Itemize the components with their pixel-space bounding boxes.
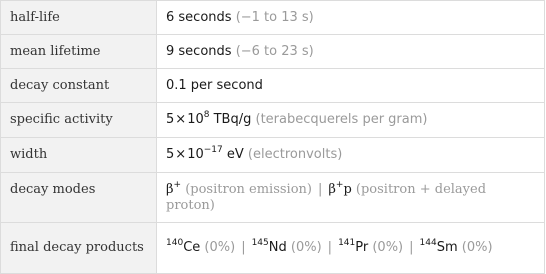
products-separator-3: |	[409, 240, 414, 255]
specific-activity-label: specific activity	[1, 103, 157, 138]
products-separator-2: |	[327, 240, 333, 255]
specific-activity-mantissa: 5	[166, 112, 175, 127]
product-nd	[252, 240, 322, 255]
row-mean-lifetime	[1, 35, 545, 69]
width-times: ×	[175, 147, 187, 162]
decay-modes-value-cell	[157, 173, 545, 223]
decay-mode-2-charge: +	[335, 180, 344, 190]
specific-activity-unit: TBq/g	[213, 112, 252, 127]
product-sm-fraction: (0%)	[461, 240, 493, 255]
product-nd-symbol: Nd	[268, 240, 287, 255]
decay-mode-1-charge: +	[173, 180, 182, 190]
width-exponent: −17	[203, 145, 223, 155]
width-unit: eV	[226, 147, 244, 162]
final-decay-products-value-cell	[157, 223, 545, 274]
final-decay-products-label: final decay products	[1, 223, 157, 274]
decay-mode-1-desc: (positron emission)	[185, 182, 312, 197]
width-label: width	[1, 138, 157, 173]
product-nd-fraction: (0%)	[290, 240, 322, 255]
product-ce	[166, 240, 235, 255]
product-nd-mass: 145	[251, 238, 269, 248]
row-width	[1, 138, 545, 173]
specific-activity-base: 10	[187, 112, 204, 127]
specific-activity-value-cell	[157, 103, 545, 138]
decay-modes-separator: |	[317, 182, 323, 197]
width-value-cell	[157, 138, 545, 173]
specific-activity-exponent: 8	[203, 110, 210, 120]
product-pr-mass: 141	[338, 238, 356, 248]
decay-constant-value: 0.1 per second	[157, 69, 545, 103]
row-decay-constant	[1, 69, 545, 103]
decay-constant-label: decay constant	[1, 69, 157, 103]
product-sm	[420, 240, 493, 255]
product-pr-fraction: (0%)	[372, 240, 404, 255]
row-decay-modes	[1, 173, 545, 223]
width-base: 10	[187, 147, 204, 162]
half-life-range: (−1 to 13 s)	[235, 9, 314, 25]
mean-lifetime-label: mean lifetime	[1, 35, 157, 69]
product-ce-mass: 140	[166, 238, 184, 248]
product-pr-symbol: Pr	[355, 240, 369, 255]
row-half-life	[1, 1, 545, 35]
row-final-decay-products	[1, 223, 545, 274]
mean-lifetime-range: (−6 to 23 s)	[235, 43, 314, 59]
width-unit-name: (electronvolts)	[247, 147, 343, 162]
product-ce-fraction: (0%)	[204, 240, 236, 255]
product-sm-symbol: Sm	[436, 240, 458, 255]
specific-activity-times: ×	[175, 112, 187, 127]
mean-lifetime-value: 9 seconds	[166, 43, 232, 59]
decay-mode-1-symbol: β	[166, 182, 174, 197]
product-ce-symbol: Ce	[183, 240, 201, 255]
decay-mode-2-symbol: β	[328, 182, 336, 197]
half-life-value-cell	[157, 1, 545, 35]
specific-activity-unit-name: (terabecquerels per gram)	[255, 112, 428, 127]
decay-mode-2-desc: (positron + delayed proton)	[166, 182, 487, 213]
width-mantissa: 5	[166, 147, 175, 162]
half-life-value: 6 seconds	[166, 9, 232, 25]
row-specific-activity	[1, 103, 545, 138]
products-separator-1: |	[241, 240, 246, 255]
mean-lifetime-value-cell	[157, 35, 545, 69]
decay-mode-2-particle: p	[343, 182, 352, 197]
product-sm-mass: 144	[419, 238, 437, 248]
product-pr	[338, 240, 403, 255]
decay-modes-label: decay modes	[1, 173, 157, 223]
half-life-label: half-life	[1, 1, 157, 35]
